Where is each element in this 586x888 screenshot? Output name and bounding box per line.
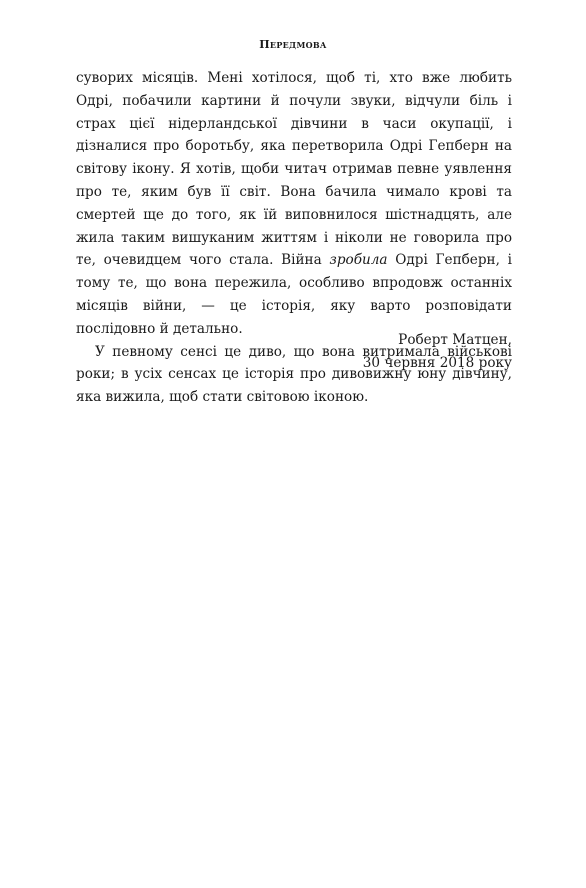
paragraph-1-text-a: суворих місяців. Мені хотілося, щоб ті, хто вже любить Одрі, побачили картини й почули звуки, відчули біль і страх цієї нідерландської дівчини в часи окупації, і дізналися про боротьбу, яка перетворила Одрі Гепберн на світову ікону. Я хотів, щоби читач отримав певне уявлення про те, яким був її світ. Вона бачила чимало крові та смертей ще до того, як їй виповнилося шістнадцять, але жила таким вишуканим життям і ніколи не говорила про те, очевидцем чого стала. Війна: [76, 70, 512, 269]
author-name: Роберт Матцен,: [398, 332, 512, 348]
paragraph-1-text-b: Одрі Гепберн, і тому те, що вона пережила, особливо впродовж останніх місяців війни, — це історія, яку варто розповідати послідовно й детально.: [76, 252, 512, 337]
signature-date: 30 червня 2018 року: [362, 354, 512, 371]
paragraph-2: У певному сенсі це диво, що вона витримала військові роки; в усіх сенсах це історія про дивовижну юну дівчину, яка вижила, щоб стати світовою іконою.: [76, 343, 512, 406]
paragraph-continuation: [76, 67, 512, 341]
signature-block: [363, 329, 512, 375]
running-header: Передмова: [259, 38, 327, 51]
emphasized-word: зробила: [329, 252, 388, 269]
